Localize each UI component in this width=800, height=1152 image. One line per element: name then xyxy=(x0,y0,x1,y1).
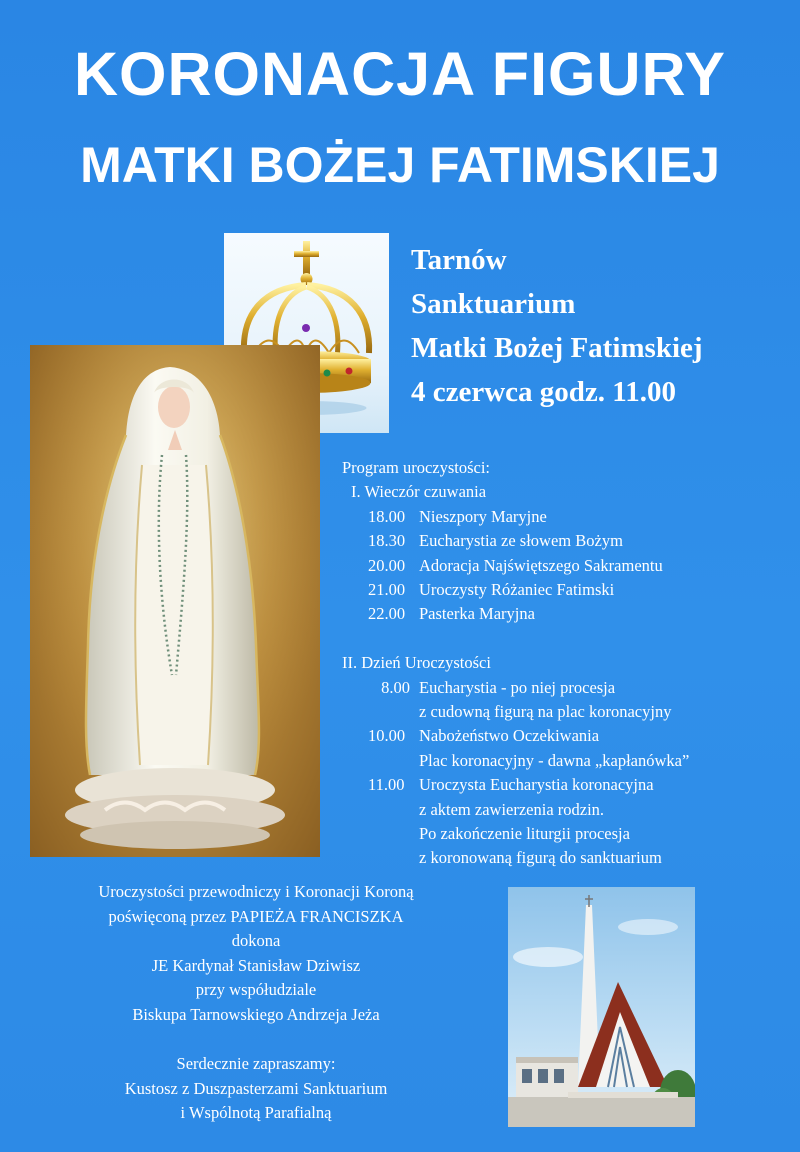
schedule-time: 18.00 xyxy=(368,506,406,526)
schedule-text: Eucharystia ze słowem Bożym xyxy=(419,531,623,551)
statue-icon xyxy=(30,345,320,857)
ceremony-info xyxy=(30,880,482,1126)
schedule-text: Uroczysty Różaniec Fatimski xyxy=(419,580,615,600)
event-place-line2: Matki Bożej Fatimskiej xyxy=(411,332,703,364)
schedule-text: Uroczysta Eucharystia koronacyjna xyxy=(419,775,654,795)
event-place-line1: Sanktuarium xyxy=(411,288,576,320)
schedule-text: Nieszpory Maryjne xyxy=(419,506,547,526)
program-part1-label: I. Wieczór czuwania xyxy=(351,482,487,502)
schedule-text-continued: Po zakończenie liturgii procesja xyxy=(419,824,630,844)
schedule-time: 8.00 xyxy=(381,677,410,697)
schedule-item xyxy=(342,676,792,700)
schedule-time: 10.00 xyxy=(368,726,406,746)
program-heading: Program uroczystości: xyxy=(342,458,491,477)
schedule-item xyxy=(342,773,792,797)
event-datetime: 4 czerwca godz. 11.00 xyxy=(411,376,676,408)
schedule-item xyxy=(342,578,792,602)
schedule-text: Eucharystia - po niej procesja xyxy=(419,677,616,697)
ceremony-line: dokona xyxy=(231,931,281,951)
schedule-time: 20.00 xyxy=(368,555,406,575)
schedule-item xyxy=(342,529,792,553)
schedule-text: Nabożeństwo Oczekiwania xyxy=(419,726,600,746)
schedule-text: Adoracja Najświętszego Sakramentu xyxy=(419,555,663,575)
schedule-item xyxy=(342,554,792,578)
event-location-block xyxy=(411,238,791,414)
schedule-time: 21.00 xyxy=(368,580,406,600)
schedule-item xyxy=(342,724,792,748)
invitation-line: Serdecznie zapraszamy: xyxy=(176,1054,336,1074)
program-schedule xyxy=(342,456,792,871)
ceremony-line: Uroczystości przewodniczy i Koronacji Koroną xyxy=(98,882,414,901)
ceremony-line: Biskupa Tarnowskiego Andrzeja Jeża xyxy=(132,1004,380,1024)
schedule-text-continued: Plac koronacyjny - dawna „kapłanówka” xyxy=(419,750,690,770)
invitation-line: Kustosz z Duszpasterzami Sanktuarium xyxy=(124,1078,388,1098)
ceremony-line: poświęconą przez PAPIEŻA FRANCISZKA xyxy=(108,906,404,926)
schedule-item xyxy=(342,505,792,529)
schedule-text-continued: z aktem zawierzenia rodzin. xyxy=(419,799,605,819)
program-part2-label: II. Dzień Uroczystości xyxy=(342,653,491,673)
schedule-text-continued: z koronowaną figurą do sanktuarium xyxy=(419,848,662,868)
schedule-text-continued: z cudowną figurą na plac koronacyjny xyxy=(419,702,672,722)
schedule-item xyxy=(342,602,792,626)
poster-title-line1: KORONACJA FIGURY xyxy=(73,40,726,108)
ceremony-line: JE Kardynał Stanisław Dziwisz xyxy=(151,955,361,975)
schedule-time: 11.00 xyxy=(368,775,405,795)
sanctuary-church-image xyxy=(508,887,695,1127)
ceremony-line: przy współudziale xyxy=(195,980,317,1000)
church-icon xyxy=(508,887,695,1127)
our-lady-of-fatima-statue-image xyxy=(30,345,320,857)
event-city: Tarnów xyxy=(411,244,507,276)
schedule-text: Pasterka Maryjna xyxy=(419,604,535,624)
poster-title-line2: MATKI BOŻEJ FATIMSKIEJ xyxy=(80,137,720,193)
invitation-line: i Wspólnotą Parafialną xyxy=(180,1103,332,1123)
schedule-time: 18.30 xyxy=(368,531,406,551)
schedule-time: 22.00 xyxy=(368,604,406,624)
